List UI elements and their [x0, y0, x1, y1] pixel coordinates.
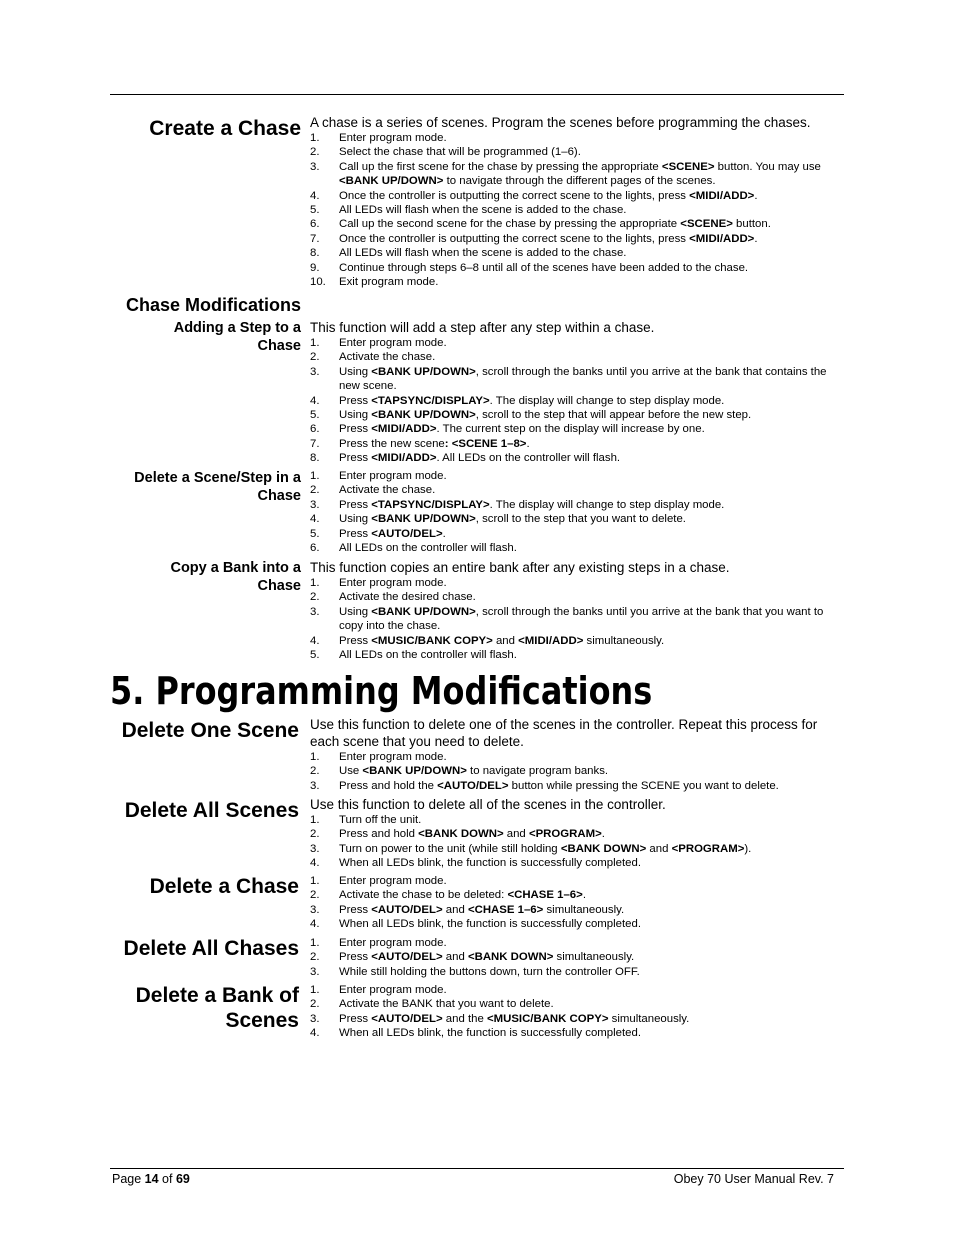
- step-item: [310, 275, 844, 289]
- step-item: [310, 590, 844, 604]
- section-heading: Delete a Scene/Step in a Chase: [134, 470, 301, 504]
- step-item: [310, 350, 844, 364]
- step-item: [310, 483, 844, 497]
- step-item: [310, 512, 844, 526]
- control-name: <BANK UP/DOWN>: [371, 409, 476, 422]
- steps-list: [310, 874, 844, 932]
- manual-title: Obey 70 User Manual Rev. 7: [673, 1172, 834, 1186]
- step-number: 1.: [310, 814, 320, 826]
- step-text: Activate the chase.: [339, 484, 436, 497]
- step-item: [310, 827, 844, 841]
- step-number: 4.: [310, 513, 320, 526]
- step-text: Press the new scene: [339, 437, 445, 450]
- step-number: 6.: [310, 218, 320, 231]
- steps-list: [310, 336, 844, 466]
- page-total: 69: [175, 1172, 190, 1186]
- step-item: [310, 888, 844, 902]
- control-name: <SCENE>: [661, 160, 715, 173]
- section-body: [310, 114, 844, 289]
- step-item: [310, 189, 844, 203]
- step-text: , scroll through the banks until you arrive at the bank that you want to copy into the chase.: [339, 605, 824, 633]
- step-text: Press: [339, 527, 372, 540]
- step-text: Press: [339, 634, 372, 647]
- section-intro: This function will add a step after any step within a chase.: [310, 320, 655, 335]
- control-name: <MIDI/ADD>: [371, 423, 437, 436]
- step-item: [310, 232, 844, 246]
- step-text: Call up the second scene for the chase by pressing the appropriate: [339, 218, 681, 231]
- step-text: Once the controller is outputting the correct scene to the lights, press: [339, 232, 690, 245]
- step-number: 1.: [310, 751, 320, 763]
- step-number: 3.: [310, 160, 320, 173]
- step-number: 3.: [310, 903, 320, 916]
- step-item: [310, 527, 844, 541]
- step-text: .: [526, 437, 530, 450]
- step-text: Press: [339, 423, 372, 436]
- control-name: <MUSIC/BANK COPY>: [371, 634, 493, 647]
- section-intro: Use this function to delete all of the scenes in the controller.: [310, 797, 666, 812]
- step-text: . The current step on the display will increase by one.: [436, 423, 705, 436]
- section-body: [310, 469, 844, 555]
- step-text: .: [601, 828, 605, 841]
- step-item: [310, 422, 844, 436]
- step-number: 1.: [310, 577, 320, 589]
- step-text: and: [492, 634, 519, 647]
- step-text: Using: [339, 365, 372, 378]
- step-text: Once the controller is outputting the correct scene to the lights, press: [339, 189, 690, 202]
- step-item: [310, 1012, 844, 1026]
- control-name: : <SCENE 1–8>: [444, 437, 527, 450]
- step-text: Press: [339, 951, 372, 964]
- step-text: and the: [442, 1012, 487, 1025]
- step-number: 2.: [310, 591, 320, 604]
- step-text: Using: [339, 513, 372, 526]
- step-item: [310, 437, 844, 451]
- step-text: and: [646, 842, 672, 855]
- step-text: All LEDs on the controller will flash.: [339, 542, 517, 555]
- step-text: Turn on power to the unit (while still holding: [339, 842, 561, 855]
- control-name: <AUTO/DEL>: [371, 903, 443, 916]
- step-text: Turn off the unit.: [339, 814, 422, 826]
- section-body: [310, 983, 844, 1041]
- step-text: to navigate through the different pages of the scenes.: [443, 175, 716, 188]
- control-name: <BANK UP/DOWN>: [371, 605, 476, 618]
- step-number: 5.: [310, 649, 320, 662]
- page-mid: of: [158, 1172, 176, 1186]
- step-item: [310, 469, 844, 483]
- step-text: Enter program mode.: [339, 875, 447, 887]
- step-number: 3.: [310, 365, 320, 378]
- step-number: 7.: [310, 232, 320, 245]
- section-body: [310, 559, 844, 662]
- step-number: 2.: [310, 351, 320, 364]
- step-item: [310, 936, 844, 950]
- step-text: Press: [339, 394, 372, 407]
- step-item: [310, 813, 844, 827]
- step-text: Enter program mode.: [339, 337, 447, 349]
- steps-list: [310, 469, 844, 555]
- section-heading: Delete One Scene: [121, 719, 299, 742]
- step-text: . All LEDs on the controller will flash.: [436, 452, 621, 465]
- step-item: [310, 541, 844, 555]
- step-number: 2.: [310, 765, 320, 778]
- control-name: <TAPSYNC/DISPLAY>: [371, 394, 490, 407]
- step-item: [310, 605, 844, 634]
- control-name: <MIDI/ADD>: [518, 634, 584, 647]
- step-text: Activate the desired chase.: [339, 591, 476, 604]
- step-item: [310, 336, 844, 350]
- step-item: [310, 203, 844, 217]
- step-text: button. You may use: [714, 160, 821, 173]
- step-text: All LEDs will flash when the scene is added to the chase.: [339, 247, 627, 260]
- step-text: Enter program mode.: [339, 577, 447, 589]
- step-text: .: [754, 189, 758, 202]
- step-text: While still holding the buttons down, turn the controller OFF.: [339, 965, 640, 978]
- section-intro: A chase is a series of scenes. Program the scenes before programming the chases.: [310, 115, 811, 130]
- step-item: [310, 160, 844, 189]
- section-intro: Use this function to delete one of the scenes in the controller. Repeat this process for each scene that you need to delete.: [310, 717, 818, 749]
- step-item: [310, 217, 844, 231]
- control-name: <AUTO/DEL>: [437, 779, 509, 792]
- steps-list: [310, 936, 844, 979]
- header-rule: [110, 94, 844, 95]
- step-text: Press and hold: [339, 828, 419, 841]
- step-item: [310, 246, 844, 260]
- step-item: [310, 576, 844, 590]
- step-item: [310, 634, 844, 648]
- step-number: 1.: [310, 984, 320, 996]
- step-text: .: [442, 527, 446, 540]
- step-item: [310, 451, 844, 465]
- section-heading: Copy a Bank into a Chase: [170, 560, 301, 594]
- step-text: Enter program mode.: [339, 751, 447, 763]
- step-text: Press and hold the: [339, 779, 438, 792]
- control-name: <BANK DOWN>: [418, 828, 504, 841]
- step-text: . The display will change to step display mode.: [489, 394, 725, 407]
- control-name: <CHASE 1–6>: [507, 889, 583, 902]
- step-text: Using: [339, 605, 372, 618]
- control-name: <MIDI/ADD>: [371, 452, 437, 465]
- section-body: [310, 796, 844, 871]
- step-item: [310, 1026, 844, 1040]
- chapter-title: 5. Programming Modifications: [110, 669, 653, 713]
- step-text: Activate the chase.: [339, 351, 436, 364]
- step-text: Continue through steps 6–8 until all of the scenes have been added to the chase.: [339, 261, 749, 274]
- step-number: 2.: [310, 828, 320, 841]
- control-name: <TAPSYNC/DISPLAY>: [371, 498, 490, 511]
- step-text: Enter program mode.: [339, 470, 447, 482]
- step-text: simultaneously.: [553, 951, 635, 964]
- step-number: 3.: [310, 965, 320, 978]
- step-text: Press: [339, 452, 372, 465]
- step-number: 3.: [310, 1012, 320, 1025]
- steps-list: [310, 131, 844, 289]
- step-number: 2.: [310, 146, 320, 159]
- step-number: 4.: [310, 918, 320, 931]
- section-heading: Delete a Chase: [149, 875, 299, 898]
- step-text: Enter program mode.: [339, 132, 447, 144]
- step-text: Exit program mode.: [339, 276, 439, 289]
- step-text: Use: [339, 765, 363, 778]
- step-item: [310, 983, 844, 997]
- step-text: simultaneously.: [543, 903, 625, 916]
- step-text: Press: [339, 1012, 372, 1025]
- step-text: , scroll through the banks until you arrive at the bank that contains the new scene.: [339, 365, 827, 393]
- step-text: Press: [339, 903, 372, 916]
- control-name: <BANK UP/DOWN>: [371, 513, 476, 526]
- step-number: 6.: [310, 542, 320, 555]
- step-number: 1.: [310, 875, 320, 887]
- step-number: 3.: [310, 498, 320, 511]
- control-name: <BANK DOWN>: [560, 842, 647, 855]
- step-text: All LEDs on the controller will flash.: [339, 649, 517, 662]
- control-name: <PROGRAM>: [671, 842, 745, 855]
- step-text: .: [582, 889, 586, 902]
- step-number: 2.: [310, 889, 320, 902]
- step-item: [310, 950, 844, 964]
- step-text: and: [503, 828, 529, 841]
- step-number: 2.: [310, 998, 320, 1011]
- control-name: <BANK UP/DOWN>: [371, 365, 476, 378]
- page-prefix: Page: [112, 1172, 145, 1186]
- section-heading: Create a Chase: [149, 117, 301, 140]
- step-text: Enter program mode.: [339, 937, 447, 949]
- section-heading: Adding a Step to a Chase: [173, 320, 301, 354]
- control-name: <BANK DOWN>: [467, 951, 554, 964]
- section-heading: Delete a Bank of Scenes: [135, 984, 299, 1032]
- control-name: <AUTO/DEL>: [371, 527, 443, 540]
- page-current: 14: [144, 1172, 159, 1186]
- step-item: [310, 764, 844, 778]
- step-text: When all LEDs blink, the function is successfully completed.: [339, 918, 641, 931]
- step-text: Press: [339, 498, 372, 511]
- step-item: [310, 917, 844, 931]
- step-item: [310, 874, 844, 888]
- step-number: 4.: [310, 394, 320, 407]
- control-name: <CHASE 1–6>: [467, 903, 544, 916]
- control-name: <BANK UP/DOWN>: [362, 765, 467, 778]
- step-item: [310, 145, 844, 159]
- step-text: simultaneously.: [583, 634, 665, 647]
- step-text: simultaneously.: [608, 1012, 690, 1025]
- step-item: [310, 408, 844, 422]
- step-text: button.: [732, 218, 771, 231]
- section-body: [310, 319, 844, 466]
- step-text: When all LEDs blink, the function is successfully completed.: [339, 857, 641, 870]
- step-item: [310, 394, 844, 408]
- step-number: 3.: [310, 605, 320, 618]
- page-number: [112, 1171, 190, 1187]
- step-text: Call up the first scene for the chase by pressing the appropriate: [339, 160, 662, 173]
- step-number: 4.: [310, 634, 320, 647]
- step-item: [310, 842, 844, 856]
- step-item: [310, 779, 844, 793]
- step-number: 3.: [310, 779, 320, 792]
- step-number: 3.: [310, 842, 320, 855]
- step-item: [310, 365, 844, 394]
- step-number: 5.: [310, 409, 320, 422]
- step-number: 10.: [310, 276, 326, 289]
- step-text: Activate the BANK that you want to delete.: [339, 998, 554, 1011]
- step-text: Activate the chase to be deleted:: [339, 889, 508, 902]
- section-body: [310, 874, 844, 932]
- step-number: 4.: [310, 1027, 320, 1040]
- step-text: button while pressing the SCENE you want to delete.: [508, 779, 779, 792]
- control-name: <SCENE>: [680, 218, 733, 231]
- step-text: and: [442, 951, 468, 964]
- step-item: [310, 648, 844, 662]
- step-number: 6.: [310, 423, 320, 436]
- step-text: to navigate program banks.: [466, 765, 609, 778]
- control-name: <AUTO/DEL>: [371, 951, 443, 964]
- step-text: and: [442, 903, 468, 916]
- step-text: , scroll to the step that you want to delete.: [475, 513, 686, 526]
- step-text: All LEDs will flash when the scene is added to the chase.: [339, 204, 627, 217]
- steps-list: [310, 750, 844, 793]
- step-item: [310, 131, 844, 145]
- step-number: 5.: [310, 204, 320, 217]
- step-number: 7.: [310, 437, 320, 450]
- control-name: <PROGRAM>: [528, 828, 602, 841]
- section-heading: Delete All Chases: [123, 937, 299, 960]
- control-name: <MIDI/ADD>: [689, 232, 755, 245]
- steps-list: [310, 576, 844, 662]
- control-name: <MIDI/ADD>: [689, 189, 755, 202]
- step-item: [310, 965, 844, 979]
- section-heading: Chase Modifications: [125, 295, 301, 315]
- step-item: [310, 903, 844, 917]
- step-number: 9.: [310, 261, 320, 274]
- step-text: Enter program mode.: [339, 984, 447, 996]
- step-text: . The display will change to step display mode.: [489, 498, 725, 511]
- control-name: <MUSIC/BANK COPY>: [486, 1012, 609, 1025]
- section-intro: This function copies an entire bank after any existing steps in a chase.: [310, 560, 730, 575]
- step-text: Using: [339, 409, 372, 422]
- section-body: [310, 716, 844, 793]
- step-text: .: [754, 232, 758, 245]
- step-item: [310, 856, 844, 870]
- step-number: 2.: [310, 951, 320, 964]
- step-text: Select the chase that will be programmed (1–6).: [339, 146, 581, 159]
- footer-rule: [110, 1168, 844, 1169]
- step-number: 1.: [310, 470, 320, 482]
- step-number: 4.: [310, 857, 320, 870]
- steps-list: [310, 983, 844, 1041]
- step-item: [310, 261, 844, 275]
- section-heading: Delete All Scenes: [124, 799, 299, 822]
- step-text: , scroll to the step that will appear before the new step.: [475, 409, 752, 422]
- step-item: [310, 498, 844, 512]
- step-number: 8.: [310, 247, 320, 260]
- step-number: 8.: [310, 452, 320, 465]
- step-item: [310, 997, 844, 1011]
- step-item: [310, 750, 844, 764]
- step-number: 1.: [310, 132, 320, 144]
- section-body: [310, 936, 844, 979]
- step-number: 5.: [310, 527, 320, 540]
- step-number: 1.: [310, 337, 320, 349]
- step-text: When all LEDs blink, the function is successfully completed.: [339, 1027, 641, 1040]
- step-number: 4.: [310, 189, 320, 202]
- control-name: <AUTO/DEL>: [371, 1012, 443, 1025]
- control-name: <BANK UP/DOWN>: [339, 175, 444, 188]
- step-number: 1.: [310, 937, 320, 949]
- step-text: ).: [744, 842, 752, 855]
- step-number: 2.: [310, 484, 320, 497]
- steps-list: [310, 813, 844, 871]
